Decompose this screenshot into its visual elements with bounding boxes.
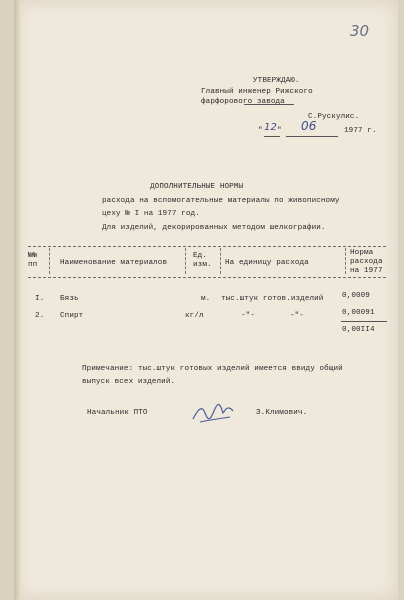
- handwritten-signature: [190, 399, 236, 425]
- header-divider-3: [220, 248, 221, 274]
- approval-title: УТВЕРЖДАЮ.: [253, 77, 300, 85]
- header-unit-line-2: изм.: [193, 261, 212, 269]
- header-num-line-1: №№: [28, 252, 38, 260]
- heading-line-2: цеху № I на 1977 год.: [102, 210, 200, 218]
- row-2-name: Спирт: [60, 312, 84, 320]
- row-2-per-unit-a: -"-: [241, 312, 255, 320]
- row-2-norm: 0,00091: [342, 309, 375, 317]
- row-2-unit: кг/л: [185, 312, 204, 320]
- header-norm-line-3: на 1977: [350, 267, 383, 275]
- note-line-1: Примечание: тыс.штук готовых изделий имеется ввиду общий: [82, 365, 343, 373]
- table-header-rule: [28, 277, 386, 278]
- handwritten-page-number: 30: [350, 22, 370, 40]
- approval-line-1: Главный инженер Рижского: [201, 88, 313, 96]
- approval-date-year: 1977 г.: [344, 127, 377, 135]
- norm-total: 0,00II4: [342, 326, 375, 334]
- row-2-num: 2.: [35, 312, 45, 320]
- header-norm-line-1: Норма: [350, 249, 374, 257]
- row-1-num: I.: [35, 295, 45, 303]
- approval-date-open-quote: ": [258, 127, 263, 135]
- approval-signatory: С.Рускулис.: [308, 113, 360, 121]
- row-1-name: Бязь: [60, 295, 79, 303]
- paper-fold-shadow: [14, 0, 21, 600]
- header-name: Наименование материалов: [60, 259, 168, 267]
- header-unit-line-1: Ед.: [193, 252, 207, 260]
- approval-date-month: 06: [301, 119, 317, 133]
- header-divider-1: [49, 248, 50, 274]
- approval-line-2: фарфорового завода: [201, 98, 285, 106]
- footer-position: Начальник ПТО: [87, 409, 148, 417]
- row-1-per-unit: тыс.штук готов.изделий: [221, 295, 324, 303]
- table-top-rule: [28, 246, 386, 247]
- row-1-unit: м.: [201, 295, 211, 303]
- header-per-unit: На единицу расхода: [225, 259, 309, 267]
- date-day-underline: [264, 136, 280, 137]
- approval-date-close-quote: ": [277, 127, 282, 135]
- date-month-underline: [286, 136, 338, 137]
- approval-date-day: 12: [264, 122, 277, 133]
- row-2-per-unit-b: -"-: [290, 312, 304, 320]
- heading-line-1: расхода на вспомогательные материалы по живописному: [102, 197, 340, 205]
- heading-line-3: Для изделий, декорированных методом шелкографии.: [102, 224, 326, 232]
- document-sheet: [14, 0, 398, 600]
- footer-name: З.Климович.: [256, 409, 308, 417]
- header-divider-4: [345, 248, 346, 274]
- approval-signature-line: [244, 104, 294, 105]
- header-norm-line-2: расхода: [350, 258, 383, 266]
- header-num-line-2: пп: [28, 261, 38, 269]
- header-divider-2: [185, 248, 186, 274]
- heading-title: ДОПОЛНИТЕЛЬНЫЕ НОРМЫ: [150, 183, 244, 191]
- total-rule: [341, 321, 387, 322]
- note-line-2: выпуск всех изделий.: [82, 378, 176, 386]
- row-1-norm: 0,0009: [342, 292, 370, 300]
